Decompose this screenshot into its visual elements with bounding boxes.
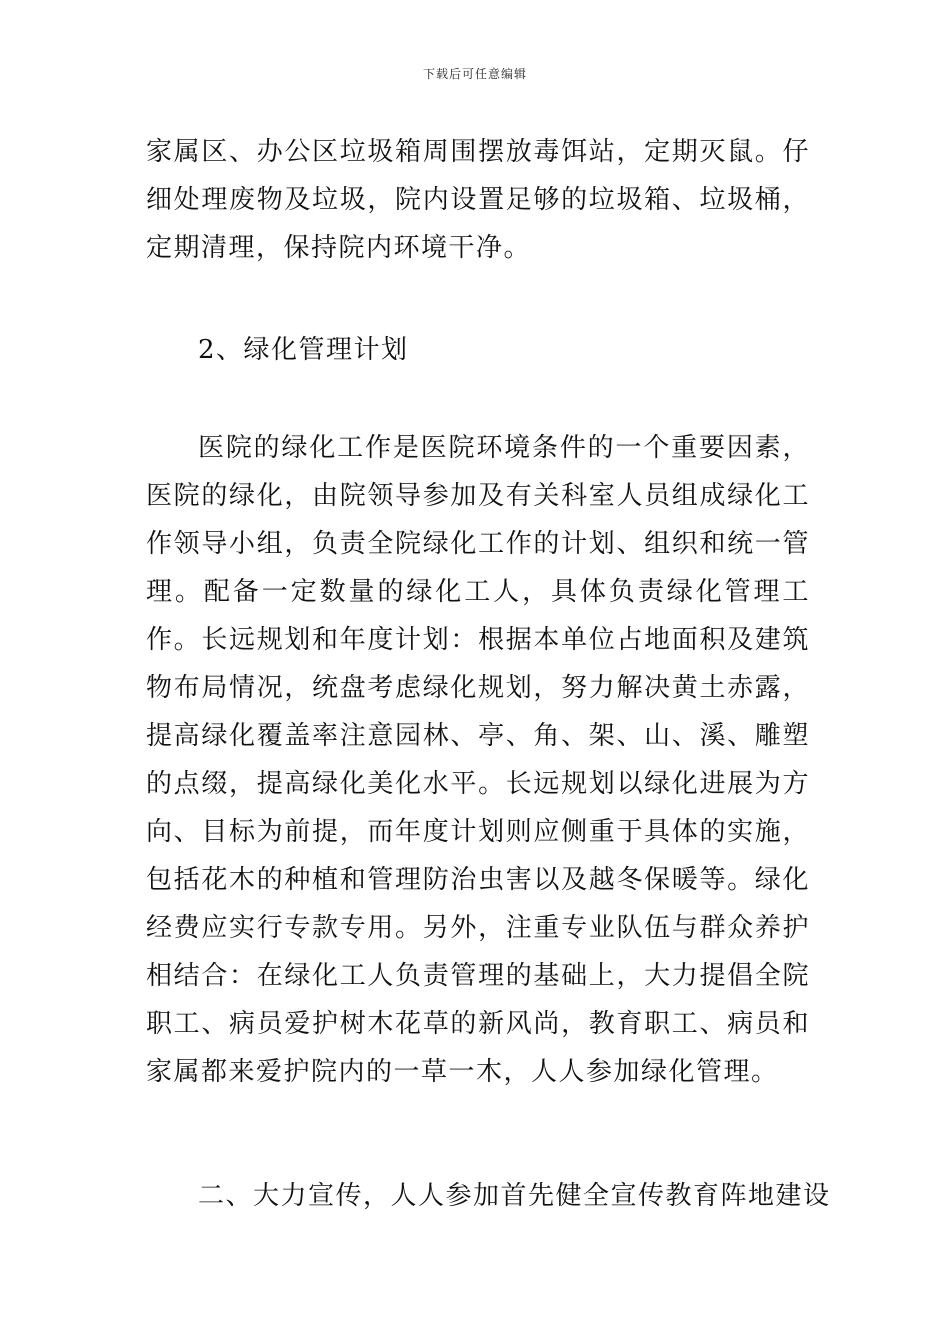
section-heading-publicity: 二、大力宣传，人人参加首先健全宣传教育阵地建设	[198, 1181, 831, 1211]
paragraph-greening-plan: 医院的绿化工作是医院环境条件的一个重要因素，医院的绿化，由院领导参加及有关科室人员组成绿化工作领导小组，负责全院绿化工作的计划、组织和统一管理。配备一定数量的绿化工人，具体负责绿化管理工作。长远规划和年度计划：根据本单位占地面积及建筑物布局情况，统盘考虑绿化规划，努力解决黄土赤露，提高绿化覆盖率注意园林、亭、角、架、山、溪、雕塑的点缀，提高绿化美化水平。长远规划以绿化进展为方向、目标为前提，而年度计划则应侧重于具体的实施，包括花木的种植和管理防治虫害以及越冬保暖等。绿化经费应实行专款专用。另外，注重专业队伍与群众养护相结合：在绿化工人负责管理的基础上，大力提倡全院职工、病员爱护树木花草的新风尚，教育职工、病员和家属都来爱护院内的一草一木，人人参加绿化管理。	[146, 433, 810, 1087]
paragraph-sanitation: 家属区、办公区垃圾箱周围摆放毒饵站，定期灭鼠。仔细处理废物及垃圾，院内设置足够的垃圾箱、垃圾桶，定期清理，保持院内环境干净。	[146, 137, 810, 263]
page-header-note: 下载后可任意编辑	[422, 67, 527, 81]
section-heading-greening: 2、绿化管理计划	[198, 335, 409, 365]
